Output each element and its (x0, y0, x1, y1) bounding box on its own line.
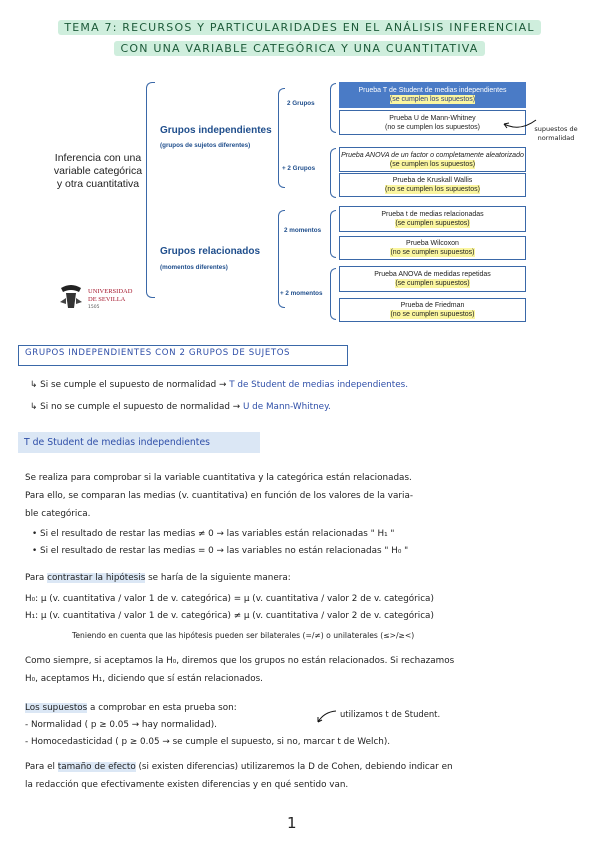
box-t-related: Prueba t de medias relacionadas (se cumplen supuestos) (339, 206, 526, 232)
diagram (0, 70, 599, 330)
root-label: Inferencia con una variable categórica y otra cuantitativa (53, 152, 143, 190)
box-anova-one-factor: Prueba ANOVA de un factor o completamente aleatorizado (se cumplen los supuestos) (339, 147, 526, 172)
two-groups-brace (330, 83, 336, 133)
two-moments-label: 2 momentos (284, 227, 322, 234)
logo-text-3: 1505 (88, 305, 100, 310)
supuestos-intro: Los supuestos a comprobar en esta prueba son: (25, 703, 237, 713)
related-sub: (momentos diferentes) (160, 264, 228, 271)
seal-icon (58, 282, 84, 312)
page-number: 1 (287, 814, 297, 832)
logo-text-2: DE SEVILLA (88, 296, 126, 303)
box-mann-whitney: Prueba U de Mann-Whitney (no se cumplen los supuestos) (339, 110, 526, 135)
bullet-1: • Si el resultado de restar las medias ≠ 0 → las variables están relacionadas " H₁ " (32, 529, 395, 539)
normality-note: supuestos de normalidad (534, 125, 578, 142)
two-groups-label: 2 Grupos (287, 100, 315, 107)
supuesto-normalidad: - Normalidad ( p ≥ 0.05 → hay normalidad). (25, 720, 217, 730)
page-title-line2: CON UNA VARIABLE CATEGÓRICA Y UNA CUANTITATIVA (0, 42, 599, 55)
p1-line2: Para ello, se comparan las medias (v. cuantitativa) en función de los valores de la varia- (25, 491, 414, 501)
page-title-line1: TEMA 7: RECURSOS Y PARTICULARIDADES EN EL ANÁLISIS INFERENCIAL (0, 21, 599, 34)
section1-line2: ↳ Si no se cumple el supuesto de normalidad → U de Mann-Whitney. (30, 402, 331, 412)
box-anova-repeated: Prueba ANOVA de medidas repetidas (se cumplen supuestos) (339, 266, 526, 292)
effect-size-line2: la redacción que efectivamente existen diferencias y en qué sentido van. (25, 780, 349, 790)
independent-brace (278, 88, 285, 188)
more-groups-label: + 2 Grupos (282, 165, 316, 172)
logo-text-1: UNIVERSIDAD (88, 288, 133, 295)
hypothesis-note: Teniendo en cuenta que las hipótesis pueden ser bilaterales (=/≠) o unilaterales (≤>/≥<) (72, 631, 415, 640)
section2-header: T de Student de medias independientes (24, 437, 211, 448)
root-brace (146, 82, 155, 298)
supuesto-homocedasticidad: - Homocedasticidad ( p ≥ 0.05 → se cumple el supuesto, si no, marcar t de Welch). (25, 737, 391, 747)
box-t-student: Prueba T de Student de medias independientes (se cumplen los supuestos) (339, 82, 526, 108)
p2-line1: Como siempre, si aceptamos la H₀, diremos que los grupos no están relacionados. Si rechazamos (25, 656, 455, 666)
independent-label: Grupos independientes (160, 125, 272, 136)
hypothesis-intro: Para contrastar la hipótesis se haría de la siguiente manera: (25, 573, 291, 583)
more-moments-brace (330, 268, 336, 320)
supuestos-note: utilizamos t de Student. (340, 709, 441, 719)
more-groups-brace (330, 148, 336, 198)
p2-line2: H₀, aceptamos H₁, diciendo que sí están relacionados. (25, 674, 263, 684)
related-label: Grupos relacionados (160, 246, 261, 257)
section1-line1: ↳ Si se cumple el supuesto de normalidad → T de Student de medias independientes. (30, 380, 408, 390)
university-logo (58, 282, 168, 316)
box-kruskall-wallis: Prueba de Kruskall Wallis (no se cumplen los supuestos) (339, 173, 526, 197)
two-moments-brace (330, 210, 336, 258)
effect-size-line1: Para el tamaño de efecto (si existen diferencias) utilizaremos la D de Cohen, debiendo indicar en (25, 762, 453, 772)
supuestos-arrow (316, 708, 338, 724)
box-wilcoxon: Prueba Wilcoxon (no se cumplen supuestos) (339, 236, 526, 260)
more-moments-label: + 2 momentos (280, 290, 323, 297)
h1-line: H₁: μ (v. cuantitativa / valor 1 de v. categórica) ≠ μ (v. cuantitativa / valor 2 de v. categórica) (25, 611, 434, 621)
independent-sub: (grupos de sujetos diferentes) (160, 142, 251, 149)
bullet-2: • Si el resultado de restar las medias = 0 → las variables no están relacionadas " H₀ " (32, 546, 409, 556)
section1-header: GRUPOS INDEPENDIENTES CON 2 GRUPOS DE SUJETOS (25, 348, 291, 358)
box-friedman: Prueba de Friedman (no se cumplen supuestos) (339, 298, 526, 322)
h0-line: H₀: μ (v. cuantitativa / valor 1 de v. categórica) = μ (v. cuantitativa / valor 2 de v. categórica) (25, 594, 434, 604)
p1-line3: ble categórica. (25, 509, 91, 519)
p1-line1: Se realiza para comprobar si la variable cuantitativa y la categórica están relacionadas. (25, 473, 412, 483)
